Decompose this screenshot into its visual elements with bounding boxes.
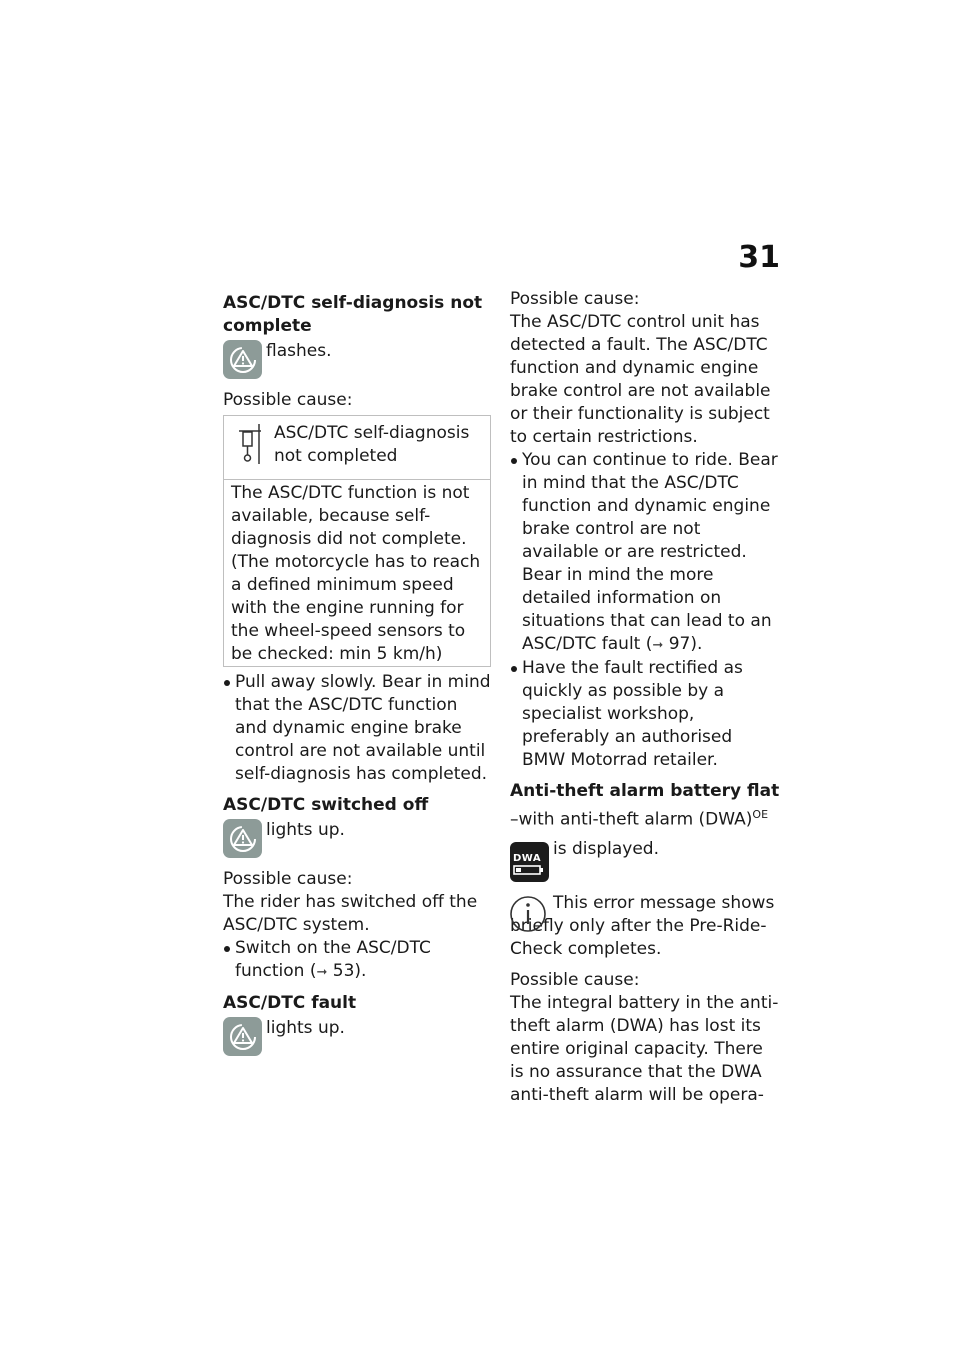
page-reference[interactable]: 97). <box>668 634 703 654</box>
cause-label: Possible cause: <box>223 869 353 889</box>
oe-superscript: OE <box>752 808 769 821</box>
bullet-switch-on <box>223 937 491 984</box>
status-row-displayed <box>510 838 780 882</box>
asc-warning-icon <box>223 340 262 379</box>
bullet-text: Switch on the ASC/DTC function ( <box>235 938 431 981</box>
section-heading-fault: ASC/DTC fault <box>223 993 357 1013</box>
status-row-lights-up <box>223 819 491 858</box>
page-reference-arrow-icon[interactable]: ➞ <box>652 638 664 653</box>
cause-label: Possible cause: <box>223 390 353 410</box>
bullet-pull-away: Pull away slowly. Bear in mind that the ASC/DTC function and dynamic engine brake control are not available until self-diagnosis has completed. <box>223 671 491 786</box>
page-number: 31 <box>738 240 780 275</box>
bullet-text: You can continue to ride. Bear in mind that the ASC/DTC function and dynamic engine brake control are not available or are restricted. Bear in mind the more detailed information on situations that can lead to an ASC/DTC fault ( <box>522 450 778 654</box>
page-reference[interactable]: 53). <box>332 961 367 981</box>
status-row-flashes <box>223 340 491 379</box>
asc-warning-icon <box>223 1017 262 1056</box>
status-text: is displayed. <box>553 838 660 859</box>
info-box-text: The ASC/DTC function is not available, because self-diagnosis did not complete. (The motorcycle has to reach a defined minimum speed with the engine running for the wheel-speed sensors to be checked: min 5 km/h) <box>231 483 481 664</box>
cause-text: The ASC/DTC control unit has detected a fault. The ASC/DTC function and dynamic engine brake control are not available or their functionality is subject to certain restrictions. <box>510 312 771 447</box>
bullet-continue-ride <box>510 449 780 657</box>
equipment-note: –with anti-theft alarm (DWA)$^{OE}$ <box>510 808 769 830</box>
bullet-rectify-fault: Have the fault rectified as quickly as possible by a specialist workshop, preferably an authorised BMW Motorrad retailer. <box>510 657 780 772</box>
right-column <box>510 288 780 1107</box>
cause-label: Possible cause: <box>510 969 640 990</box>
note-block <box>510 892 780 961</box>
cause-text: The rider has switched off the ASC/DTC system. <box>223 892 478 935</box>
note-text: This error message shows briefly only after the Pre-Ride-Check completes. <box>510 892 775 959</box>
section-heading-alarm-battery: Anti-theft alarm battery flat <box>510 781 780 801</box>
left-column <box>223 288 491 1066</box>
cause-label: Possible cause: <box>510 289 640 309</box>
gauge-icon <box>238 422 262 473</box>
status-text: lights up. <box>266 820 345 840</box>
cause-text: The integral battery in the anti-theft alarm (DWA) has lost its entire original capacity. There is no assurance that the DWA anti-theft alarm will be opera- <box>510 992 779 1105</box>
info-box <box>223 415 491 667</box>
dwa-battery-icon <box>510 842 549 882</box>
asc-warning-icon <box>223 819 262 858</box>
section-heading-switched-off: ASC/DTC switched off <box>223 795 429 815</box>
info-icon <box>508 894 548 934</box>
info-box-header <box>224 416 490 480</box>
page-reference-arrow-icon[interactable]: ➞ <box>316 965 328 980</box>
status-row-lights-up <box>223 1017 491 1056</box>
status-text: lights up. <box>266 1018 345 1038</box>
section-heading-self-diagnosis: ASC/DTC self-diagnosis not complete <box>223 293 483 336</box>
dwa-icon-label: DWA <box>513 852 542 864</box>
info-box-title: ASC/DTC self-diagnosis not completed <box>274 423 470 466</box>
info-box-body <box>224 480 490 666</box>
status-text: flashes. <box>266 341 332 361</box>
